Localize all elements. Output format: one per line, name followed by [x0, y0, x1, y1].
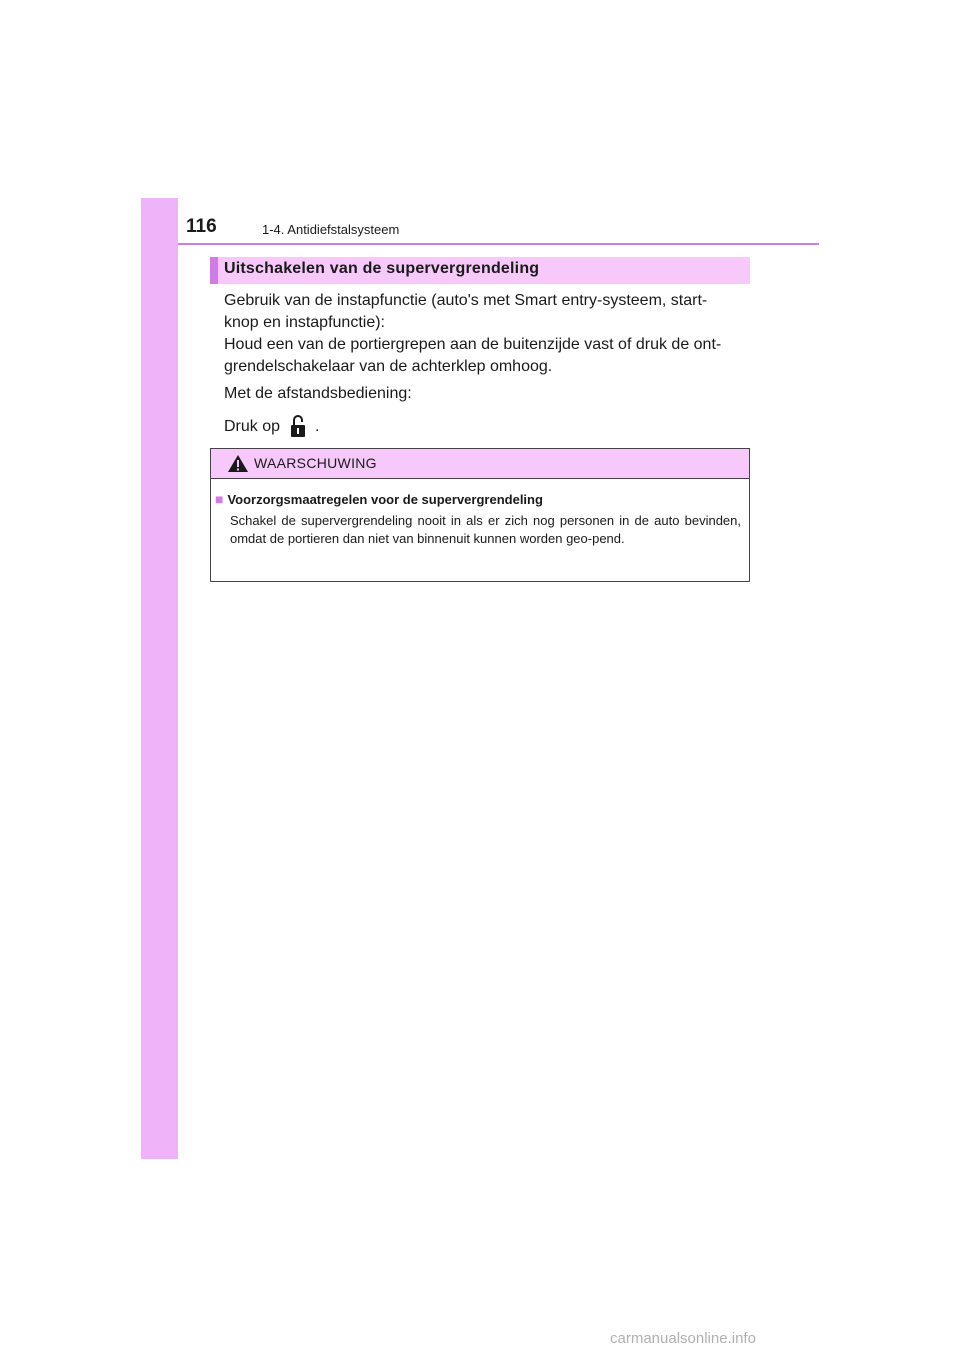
chapter-title: 1-4. Antidiefstalsysteem [262, 222, 400, 237]
section-accent [210, 257, 218, 284]
bullet-square-icon: ■ [215, 491, 224, 507]
paragraph-line: Met de afstandsbediening: [224, 385, 412, 402]
instruction-text: Druk op [224, 418, 281, 435]
warning-triangle-icon [227, 454, 249, 478]
header-divider [178, 243, 819, 245]
paragraph-line: grendelschakelaar van de achterklep omhoog. [224, 358, 553, 375]
instruction-text-end: . [314, 418, 320, 435]
chapter-sidebar-tab [141, 198, 178, 1159]
paragraph-line: Houd een van de portiergrepen aan de buitenzijde vast of druk de ont- [224, 336, 722, 353]
warning-subtitle-text: Voorzorgsmaatregelen voor de supervergrendeling [227, 492, 543, 507]
instruction-line [224, 414, 744, 445]
warning-text: Schakel de supervergrendeling nooit in als er zich nog personen in de auto bevinden, omdat de portieren dan niet van binnenuit kunnen worden geo-pend. [230, 513, 741, 546]
warning-label: WAARSCHUWING [254, 455, 377, 471]
paragraph-line: Gebruik van de instapfunctie (auto's met Smart entry-systeem, start- [224, 292, 708, 309]
paragraph-line: knop en instapfunctie): [224, 314, 385, 331]
unlock-icon [290, 414, 306, 445]
page-number: 116 [186, 216, 217, 237]
warning-box [210, 448, 750, 582]
warning-subtitle [215, 491, 543, 507]
warning-header [211, 449, 749, 479]
section-title: Uitschakelen van de supervergrendeling [224, 260, 540, 277]
watermark: carmanualsonline.info [610, 1330, 756, 1347]
